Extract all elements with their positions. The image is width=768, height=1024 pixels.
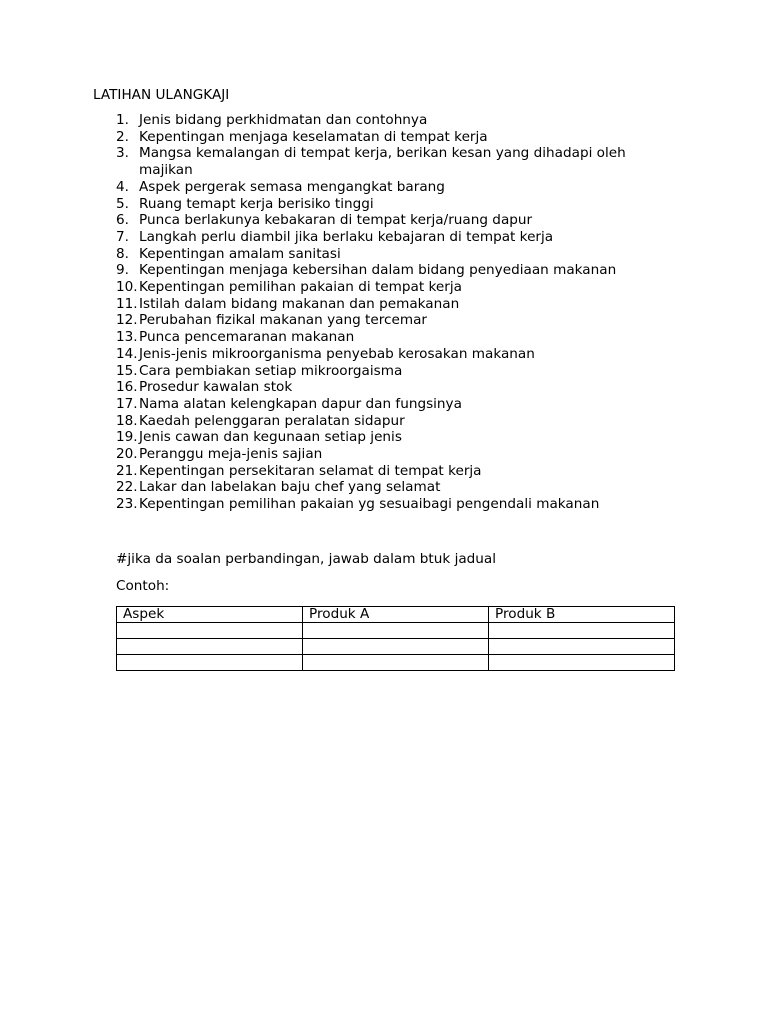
table-row: [117, 623, 675, 639]
example-table: [116, 606, 675, 671]
list-item: [116, 413, 676, 430]
item-text: Istilah dalam bidang makanan dan pemakanan: [139, 295, 460, 312]
list-item: [116, 429, 676, 446]
table-cell: [303, 639, 489, 655]
item-number: 18.: [116, 412, 138, 429]
item-text: Kepentingan pemilihan pakaian yg sesuaibagi pengendali makanan: [139, 496, 600, 513]
list-item: [116, 329, 676, 346]
item-number: 20.: [116, 446, 138, 463]
list-item: [116, 145, 676, 178]
item-number: 1.: [116, 112, 129, 128]
item-text: Punca pencemaranan makanan: [139, 329, 355, 346]
table-header-cell: Produk B: [489, 607, 675, 623]
item-number: 13.: [116, 329, 138, 346]
list-item: [116, 379, 676, 396]
table-header-cell: Produk A: [303, 607, 489, 623]
item-text: Aspek pergerak semasa mengangkat barang: [139, 178, 445, 195]
list-item: [116, 496, 676, 513]
item-number: 5.: [116, 195, 129, 212]
item-text: Kepentingan persekitaran selamat di tempat kerja: [139, 462, 482, 479]
item-text: Prosedur kawalan stok: [139, 379, 293, 396]
item-text: Kepentingan pemilihan pakaian di tempat kerja: [139, 279, 462, 296]
item-number: 21.: [116, 462, 138, 479]
item-number: 22.: [116, 479, 138, 496]
item-text: Kaedah pelenggaran peralatan sidapur: [139, 412, 405, 429]
list-item: [116, 212, 676, 229]
document-title: LATIHAN ULANGKAJI: [93, 87, 230, 103]
item-number: 4.: [116, 178, 129, 195]
item-text: Mangsa kemalangan di tempat kerja, berikan kesan yang dihadapi oleh majikan: [139, 145, 626, 179]
comparison-note: #jika da soalan perbandingan, jawab dalam btuk jadual: [116, 551, 497, 567]
table-row: [117, 655, 675, 671]
item-text: Kepentingan menjaga kebersihan dalam bidang penyediaan makanan: [139, 262, 617, 279]
list-item: [116, 129, 676, 146]
list-item: [116, 346, 676, 363]
item-text: Lakar dan labelakan baju chef yang selamat: [139, 479, 441, 496]
list-item: [116, 363, 676, 380]
list-item: [116, 262, 676, 279]
item-number: 15.: [116, 362, 138, 379]
item-text: Peranggu meja-jenis sajian: [139, 446, 323, 463]
table-cell: [117, 623, 303, 639]
item-number: 3.: [116, 145, 129, 162]
list-item: [116, 246, 676, 263]
table-cell: [489, 623, 675, 639]
item-number: 12.: [116, 312, 138, 329]
list-item: [116, 296, 676, 313]
item-text: Cara pembiakan setiap mikroorgaisma: [139, 362, 403, 379]
example-label: Contoh:: [116, 578, 170, 594]
list-item: [116, 229, 676, 246]
item-number: 6.: [116, 212, 129, 229]
list-item: [116, 112, 676, 129]
list-item: [116, 312, 676, 329]
list-item: [116, 446, 676, 463]
list-item: [116, 179, 676, 196]
table-cell: [303, 655, 489, 671]
item-number: 17.: [116, 395, 138, 412]
table-cell: [303, 623, 489, 639]
table-cell: [489, 639, 675, 655]
list-item: [116, 196, 676, 213]
table-cell: [117, 639, 303, 655]
list-item: [116, 463, 676, 480]
table-cell: [489, 655, 675, 671]
item-number: 9.: [116, 262, 129, 279]
question-list: [116, 112, 676, 513]
item-text: Kepentingan menjaga keselamatan di tempat kerja: [139, 128, 488, 145]
table-row: [117, 639, 675, 655]
item-number: 7.: [116, 228, 129, 245]
item-text: Langkah perlu diambil jika berlaku kebajaran di tempat kerja: [139, 228, 554, 245]
list-item: [116, 279, 676, 296]
table-header-cell: Aspek: [117, 607, 303, 623]
item-text: Perubahan fizikal makanan yang tercemar: [139, 312, 427, 329]
item-number: 19.: [116, 429, 138, 446]
item-number: 10.: [116, 279, 138, 296]
item-text: Kepentingan amalam sanitasi: [139, 245, 341, 262]
item-number: 14.: [116, 345, 138, 362]
table-header-row: [117, 607, 675, 623]
item-number: 2.: [116, 128, 129, 145]
list-item: [116, 396, 676, 413]
item-text: Punca berlakunya kebakaran di tempat kerja/ruang dapur: [139, 212, 533, 229]
list-item: [116, 479, 676, 496]
table-cell: [117, 655, 303, 671]
item-number: 8.: [116, 245, 129, 262]
item-text: Jenis cawan dan kegunaan setiap jenis: [139, 429, 402, 446]
item-text: Jenis-jenis mikroorganisma penyebab kerosakan makanan: [139, 345, 535, 362]
item-number: 11.: [116, 295, 138, 312]
item-text: Nama alatan kelengkapan dapur dan fungsinya: [139, 395, 462, 412]
item-text: Jenis bidang perkhidmatan dan contohnya: [139, 112, 428, 128]
item-number: 16.: [116, 379, 138, 396]
item-number: 23.: [116, 496, 138, 513]
item-text: Ruang temapt kerja berisiko tinggi: [139, 195, 374, 212]
